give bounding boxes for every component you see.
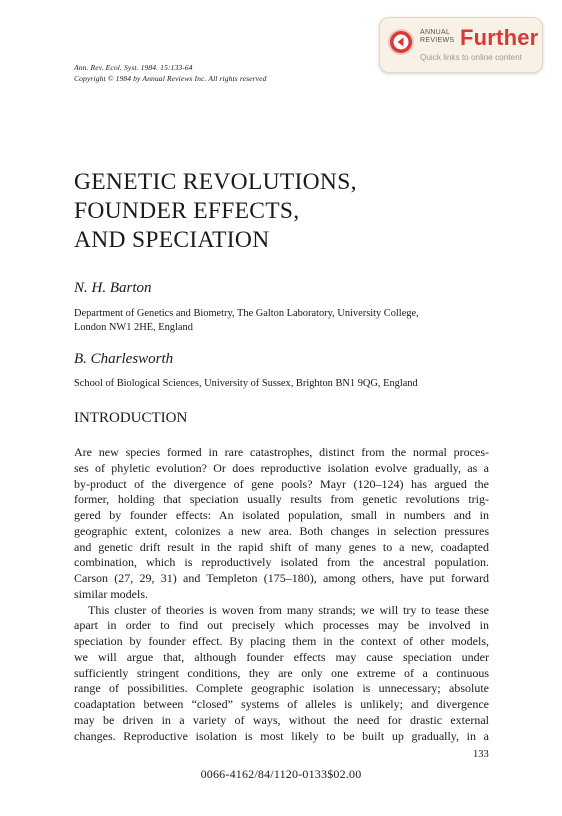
title-line: AND SPECIATION	[74, 227, 270, 253]
body-text	[74, 445, 489, 744]
author-affiliation-1: Department of Genetics and Biometry, The Galton Laboratory, University College, London NW1 2HE, England	[74, 308, 419, 333]
title-line: GENETIC REVOLUTIONS,	[74, 169, 357, 195]
author-name-1: N. H. Barton	[74, 280, 152, 296]
paper-title	[74, 168, 357, 255]
author-affiliation-2: School of Biological Sciences, University of Sussex, Brighton BN1 9QG, England	[74, 378, 418, 389]
journal-citation: Ann. Rev. Ecol. Syst. 1984. 15:133-64	[74, 63, 193, 72]
page-number: 133	[473, 749, 489, 760]
paragraph-2-line: apart in order to find out precisely which processes may be involved in	[74, 618, 489, 633]
paragraph-2-line: range of possibilities. Complete geographic isolation is unnecessary; absolute	[74, 681, 489, 696]
paragraph-2-line: coadaptation between “closed” systems of alleles is unlikely; and divergence	[74, 697, 489, 711]
paragraph-1-line: gered by founder effects: An isolated population, small in numbers and in	[74, 508, 489, 522]
paragraph-2-line: speciation by founder effect. By placing them in the context of other models,	[74, 634, 489, 648]
copyright-notice: Copyright © 1984 by Annual Reviews Inc. All rights reserved	[74, 73, 267, 83]
paragraph-1-line: combination, which is reproductively isolated from the ancestral population.	[74, 555, 489, 570]
paragraph-1-line: similar models.	[74, 586, 148, 601]
annual-reviews-logo-text: ANNUAL REVIEWS	[420, 29, 455, 44]
paragraph-2-line: may be driven in a variety of ways, without the need for drastic external	[74, 712, 489, 727]
paragraph-1-line: ses of phyletic evolution? Or does reproductive isolation evolve gradually, as a	[74, 460, 489, 475]
annual-reviews-further-badge[interactable]	[379, 17, 543, 73]
paragraph-1-line: former, holding that speciation usually results from genetic revolutions trig-	[74, 492, 489, 507]
author-name-2: B. Charlesworth	[74, 351, 174, 367]
journal-citation-block	[74, 63, 267, 84]
title-line: FOUNDER EFFECTS,	[74, 198, 300, 224]
paragraph-1-line: by-product of the divergence of gene pools? Mayr (120–124) has argued the	[74, 476, 489, 491]
paragraph-1-line: and genetic drift result in the rapid shift of many genes to a new, coadapted	[74, 539, 489, 554]
section-heading-introduction: INTRODUCTION	[74, 410, 188, 426]
paragraph-2-line: This cluster of theories is woven from many strands; we will try to tease these	[88, 602, 489, 617]
play-arrow-icon	[388, 29, 414, 55]
paragraph-1-line: Are new species formed in rare catastrophes, distinct from the normal proces-	[74, 445, 489, 459]
further-subtitle: Quick links to online content	[420, 53, 522, 62]
paragraph-2-line: sufficiently stringent conditions, they are only one extreme of a continuous	[74, 665, 489, 680]
further-label: Further	[460, 25, 539, 50]
paragraph-1-line: geographic extent, colonizes a new area. Both changes in selection pressures	[74, 523, 489, 538]
paragraph-1-line: Carson (27, 29, 31) and Templeton (175–180), among others, have put forward	[74, 571, 489, 585]
paragraph-2-line: we will argue that, although founder effects may cause speciation under	[74, 649, 489, 664]
document-code: 0066-4162/84/1120-0133$02.00	[200, 767, 362, 781]
paragraph-2-line: changes. Reproductive isolation is most likely to be built up gradually, in a	[74, 728, 489, 743]
